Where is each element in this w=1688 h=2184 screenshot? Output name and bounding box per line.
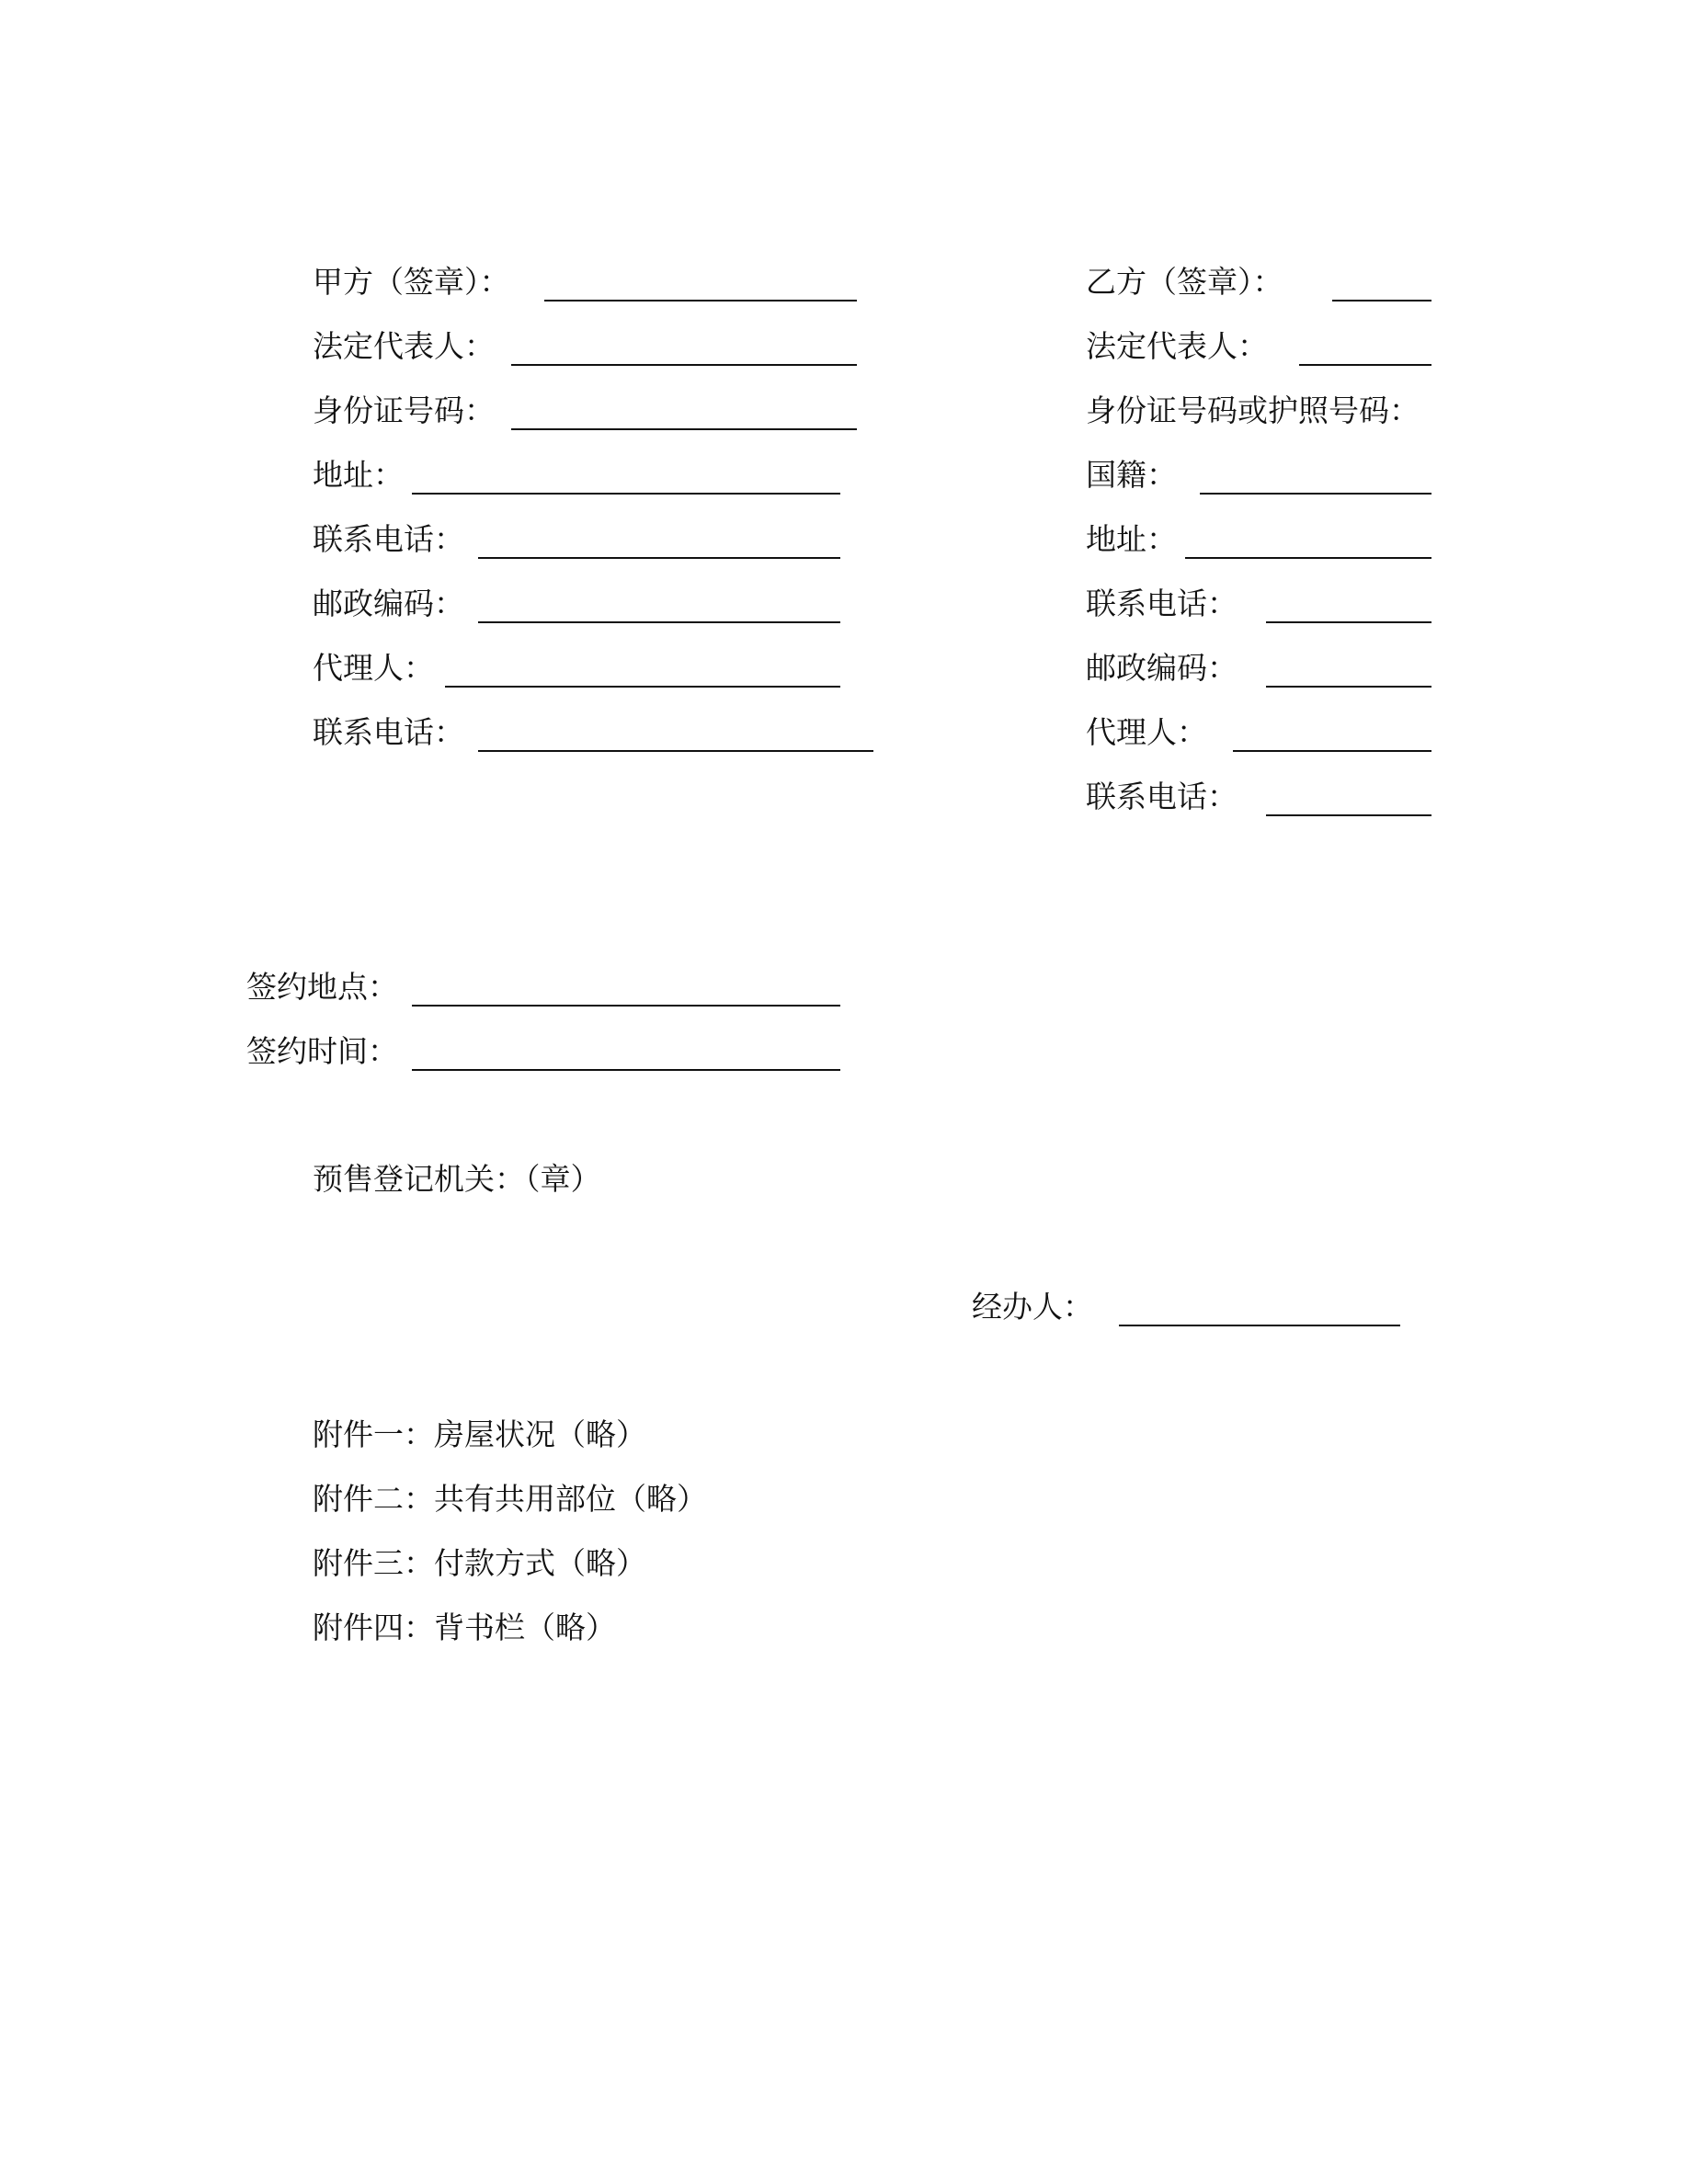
party-a-phone-line[interactable] [478, 557, 840, 559]
party-a-agent-line[interactable] [445, 686, 840, 688]
party-a-agent-phone-line[interactable] [478, 750, 873, 752]
party-b-agent-label: 代理人： [1086, 714, 1207, 750]
party-b-phone-label: 联系电话： [1086, 586, 1237, 621]
attachment-item: 附件三：付款方式（略） [313, 1545, 646, 1581]
party-b-id-label: 身份证号码或护照号码： [1086, 392, 1420, 428]
attachment-item: 附件二：共有共用部位（略） [313, 1481, 707, 1517]
party-a-legal-rep-line[interactable] [511, 364, 857, 366]
party-b-phone-line[interactable] [1266, 621, 1431, 623]
party-a-phone-row [313, 517, 864, 563]
party-b-legal-rep-row [1086, 324, 1435, 370]
party-a-signature-line[interactable] [544, 300, 857, 301]
party-b-agent-phone-line[interactable] [1266, 814, 1431, 816]
signing-time-row [246, 1029, 853, 1075]
party-a-address-line[interactable] [412, 493, 840, 495]
handler-row [972, 1284, 1413, 1330]
signing-place-row [246, 964, 853, 1010]
party-b-postcode-row [1086, 645, 1435, 691]
party-b-postcode-label: 邮政编码： [1086, 650, 1237, 686]
party-a-id-label: 身份证号码： [313, 392, 495, 428]
party-b-agent-line[interactable] [1233, 750, 1431, 752]
party-a-agent-label: 代理人： [313, 650, 434, 686]
signing-place-line[interactable] [412, 1005, 840, 1007]
handler-label: 经办人： [972, 1289, 1093, 1325]
party-a-phone-label: 联系电话： [313, 521, 464, 557]
party-b-agent-phone-label: 联系电话： [1086, 779, 1237, 814]
party-a-postcode-label: 邮政编码： [313, 586, 464, 621]
party-a-id-line[interactable] [511, 428, 857, 430]
party-a-postcode-line[interactable] [478, 621, 840, 623]
party-b-agent-row [1086, 710, 1435, 756]
party-b-address-label: 地址： [1086, 521, 1177, 557]
party-b-agent-phone-row [1086, 774, 1435, 820]
party-b-phone-row [1086, 581, 1435, 627]
party-b-legal-rep-line[interactable] [1299, 364, 1431, 366]
party-b-address-line[interactable] [1185, 557, 1431, 559]
party-b-postcode-line[interactable] [1266, 686, 1431, 688]
attachment-item: 附件四：背书栏（略） [313, 1610, 616, 1645]
party-a-agent-row [313, 645, 864, 691]
party-a-legal-rep-label: 法定代表人： [313, 328, 495, 364]
party-a-agent-phone-row [313, 710, 901, 756]
party-b-nationality-line[interactable] [1200, 493, 1431, 495]
signing-time-label: 签约时间： [246, 1033, 398, 1069]
signing-place-label: 签约地点： [246, 969, 398, 1005]
party-a-id-row [313, 388, 864, 434]
party-a-title-row [313, 259, 864, 305]
party-b-nationality-label: 国籍： [1086, 457, 1177, 493]
party-b-signature-line[interactable] [1332, 300, 1431, 301]
party-a-agent-phone-label: 联系电话： [313, 714, 464, 750]
attachment-item: 附件一：房屋状况（略） [313, 1416, 646, 1452]
party-a-address-row [313, 452, 864, 498]
signing-time-line[interactable] [412, 1069, 840, 1071]
party-b-address-row [1086, 517, 1435, 563]
party-b-legal-rep-label: 法定代表人： [1086, 328, 1268, 364]
registration-authority: 预售登记机关：（章） [313, 1161, 601, 1197]
party-a-title-label: 甲方（签章）： [313, 264, 510, 300]
party-a-postcode-row [313, 581, 864, 627]
party-b-id-row [1086, 388, 1454, 434]
party-b-title-label: 乙方（签章）： [1086, 264, 1283, 300]
party-b-nationality-row [1086, 452, 1435, 498]
party-a-legal-rep-row [313, 324, 864, 370]
party-b-title-row [1086, 259, 1435, 305]
party-a-address-label: 地址： [313, 457, 404, 493]
handler-line[interactable] [1119, 1325, 1400, 1326]
